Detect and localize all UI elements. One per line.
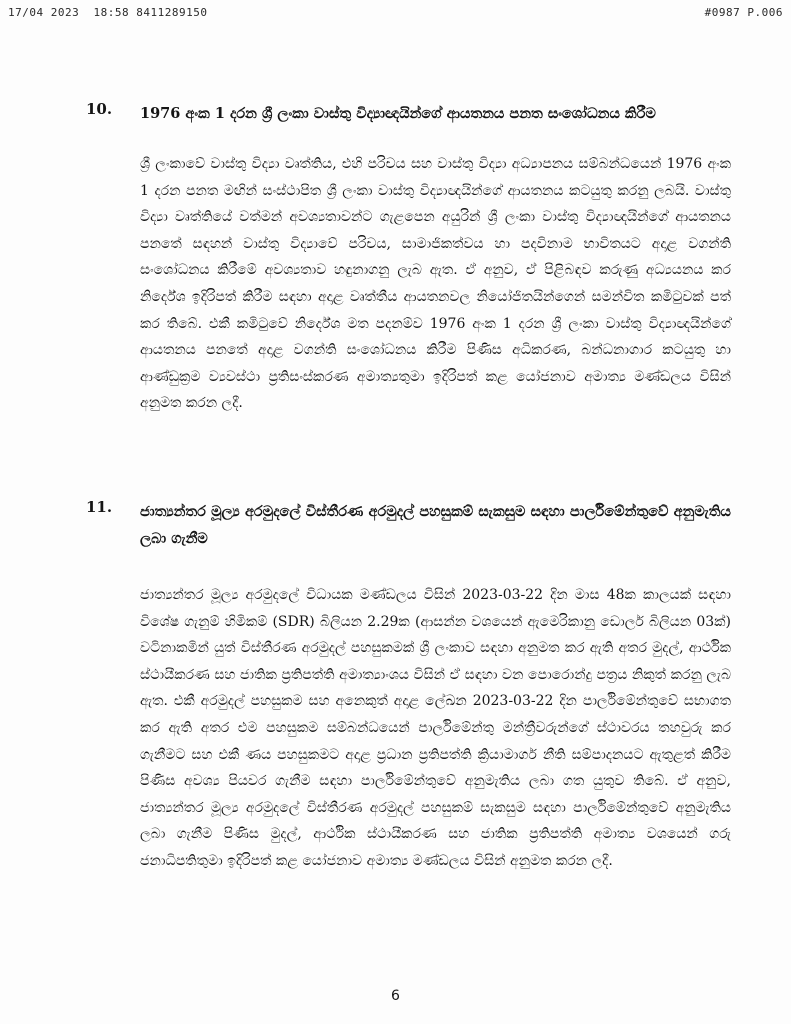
section-body: ශ්‍රී ලංකාවේ වාස්තු විද්‍යා වෘත්තිය, එහි පරිචය සහ වාස්තු විද්‍යා අධ්‍යාපනය සම්බන්ධයෙන් 1976 අංක 1 දරන පනත මඟින් සංස්ථාපිත ශ්‍රී ලංකා වාස්තු විද්‍යාඥයින්ගේ ආයතනය කටයුතු කරනු ලබයි. වාස්තු විද්‍යා වෘත්තියේ වත්මන් අවශ්‍යතාවන්ට ගැළපෙන අයුරින් ශ්‍රී ලංකා වාස්තු විද්‍යාඥයින්ගේ ආයතනය පනතේ සඳහන් වාස්තු විද්‍යාවේ පරිචය, සාමාජිකත්වය හා පදවිනාම භාවිතයට අදාළ වගන්ති සංශෝධනය කිරීමේ අවශ්‍යතාව හඳුනාගනු ලැබ ඇත. ඒ අනුව, ඒ පිළිබඳව කරුණු අධ්‍යයනය කර නිර්දේශ ඉදිරිපත් කිරීම සඳහා අදාළ වෘත්තීය ආයතනවල නියෝජිතයින්ගෙන් සමන්විත කමිටුවක් පත් කර තිබේ. එකී කමිටුවේ නිර්දේශ මත පදනම්ව 1976 අංක 1 දරන ශ්‍රී ලංකා වාස්තු විද්‍යාඥයින්ගේ ආයතනය පනතේ අදාළ වගන්ති සංශෝධනය කිරීම පිණිස අධිකරණ, බන්ධනාගාර කටයුතු හා ආණ්ඩුක්‍රම ව්‍යවස්ථා ප්‍රතිසංස්කරණ අමාත්‍යතුමා ඉදිරිපත් කළ යෝජනාව අමාත්‍ය මණ්ඩලය විසින් අනුමත කරන ලදී. — [140, 156, 731, 412]
decision-section-11 — [86, 498, 731, 875]
fax-header — [8, 6, 783, 20]
section-body: ජාත්‍යන්තර මූල්‍ය අරමුදලේ විධායක මණ්ඩලය විසින් 2023-03-22 දින මාස 48ක කාලයක් සඳහා විශේෂ ගැනුම් හිමිකම් (SDR) බිලියන 2.29ක (ආසන්න වශයෙන් ඇමෙරිකානු ඩොලර් බිලියන 03ක්) වටිනාකමින් යුත් විස්තීරණ අරමුදල් පහසුකමක් ශ්‍රී ලංකාව සඳහා අනුමත කර ඇති අතර මුදල්, ආර්ථික ස්ථායීකරණ සහ ජාතික ප්‍රතිපත්ති අමාත්‍යාංශය විසින් ඒ සඳහා වන පොරොන්දු පත්‍රය නිකුත් කරනු ලැබ ඇත. එකී අරමුදල් පහසුකම සහ අනෙකුත් අදාළ ලේඛන 2023-03-22 දින පාර්ලිමේන්තුවේ සභාගත කර ඇති අතර එම පහසුකම සම්බන්ධයෙන් පාර්ලිමේන්තු මන්ත්‍රීවරුන්ගේ ස්ථාවරය තහවුරු කර ගැනීමට සහ එකී ණය පහසුකමට අදාළ ප්‍රධාන ප්‍රතිපත්ති ක්‍රියාමාර්ග නීති සම්පාදනයට ඇතුළත් කිරීම පිණිස අවශ්‍ය පියවර ගැනීම සඳහා පාර්ලිමේන්තුවේ අනුමැතිය ලබා ගත යුතුව තිබේ. ඒ අනුව, ජාත්‍යන්තර මූල්‍ය අරමුදලේ විස්තීරණ අරමුදල් පහසුකම් සැකසුම සඳහා පාර්ලිමේන්තුවේ අනුමැතිය ලබා ගැනීම පිණිස මුදල්, ආර්ථික ස්ථායීකරණ සහ ජාතික ප්‍රතිපත්ති අමාත්‍ය වශයෙන් ගරු ජනාධිපතිතුමා ඉදිරිපත් කළ යෝජනාව අමාත්‍ය මණ්ඩලය විසින් අනුමත කරන ලදී. — [140, 587, 731, 869]
fax-date: 17/04 2023 — [8, 6, 80, 19]
section-title: 1976 අංක 1 දරන ශ්‍රී ලංකා වාස්තු විද්‍යාඥයින්ගේ ආයතනය පනත සංශෝධනය කිරීම — [140, 105, 656, 122]
fax-phone: 8411289150 — [136, 6, 208, 19]
fax-header-right — [705, 6, 783, 19]
section-number: 11. — [86, 498, 113, 516]
fax-job: #0987 — [704, 6, 741, 19]
decision-section-10 — [86, 100, 731, 417]
section-number: 10. — [86, 100, 113, 118]
fax-time: 18:58 — [93, 6, 130, 19]
fax-header-left — [8, 6, 207, 19]
section-title: ජාත්‍යන්තර මූල්‍ය අරමුදලේ විස්තීරණ අරමුදල් පහසුකම් සැකසුම සඳහා පාර්ලිමේන්තුවේ අනුමැතිය ලබා ගැනීම — [140, 503, 731, 547]
fax-page: P.006 — [747, 6, 783, 19]
page-number: 6 — [391, 988, 400, 1004]
